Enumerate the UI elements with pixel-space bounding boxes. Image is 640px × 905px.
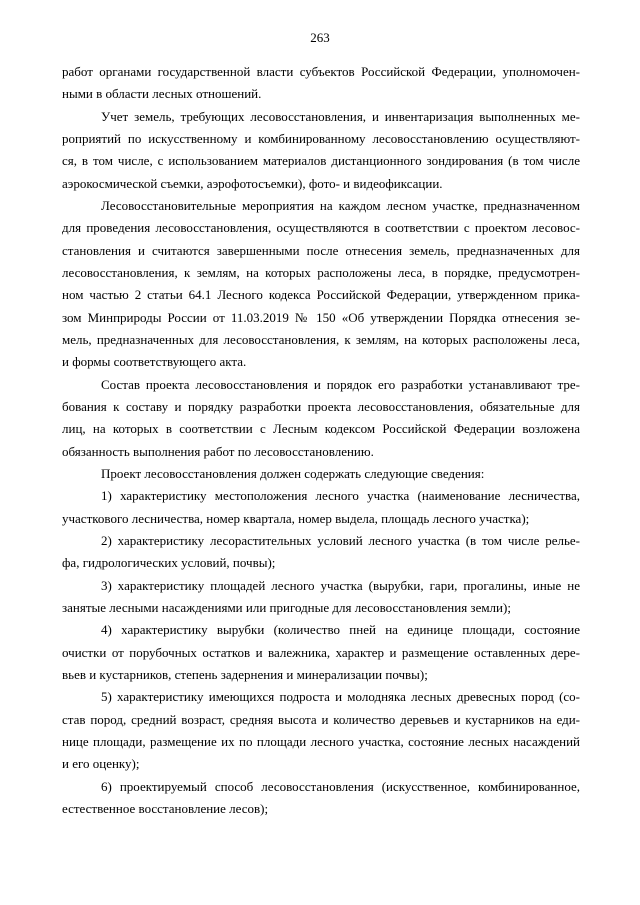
document-body <box>62 61 580 820</box>
text-line: лиц, на которых в соответствии с Лесным кодексом Российской Федерации возложена <box>62 421 580 437</box>
text-line: вьев и кустарников, степень задернения и минерализации почвы); <box>62 666 428 682</box>
list-item <box>62 485 580 530</box>
paragraph <box>62 61 580 106</box>
text-line: 3) характеристику площадей лесного участка (вырубки, гари, прогалины, иные не <box>101 577 580 593</box>
list-item <box>62 686 580 775</box>
text-line: лесовосстановления, к землям, на которых расположены леса, в порядке, предусмотрен- <box>62 264 580 280</box>
text-line: работ органами государственной власти субъектов Российской Федерации, уполномочен- <box>62 64 580 79</box>
text-line: и его оценку); <box>62 756 140 772</box>
text-line: 5) характеристику имеющихся подроста и молодняка лесных древесных пород (со- <box>101 689 580 705</box>
paragraph <box>62 374 580 463</box>
text-line: 4) характеристику вырубки (количество пней на единице площади, состояние <box>101 622 580 638</box>
text-line: став пород, средний возраст, средняя высота и количество деревьев и кустарников на еди- <box>62 711 580 727</box>
text-line: занятые лесными насаждениями или пригодные для лесовосстановления земли); <box>62 599 511 615</box>
text-line: и формы соответствующего акта. <box>62 354 247 370</box>
text-line: становления и считаются завершенными после отнесения земель, предназначенных для <box>62 242 580 258</box>
text-line: нице площади, размещение их по площади лесного участка, состояние лесных насаждений <box>62 733 580 749</box>
text-line: Состав проекта лесовосстановления и порядок его разработки устанавливают тре- <box>101 376 580 392</box>
list-item <box>62 776 580 821</box>
page-number: 263 <box>310 30 330 45</box>
text-line: мель, предназначенных для лесовосстановления, к землям, на которых расположены леса, <box>62 331 580 347</box>
text-line: аэрокосмической съемки, аэрофотосъемки), фото- и видеофиксации. <box>62 175 443 191</box>
list-item <box>62 575 580 620</box>
list-item <box>62 619 580 686</box>
text-line: очистки от порубочных остатков и валежника, характер и размещение оставленных дере- <box>62 644 580 660</box>
text-line: фа, гидрологических условий, почвы); <box>62 555 276 571</box>
text-line: ном частью 2 статьи 64.1 Лесного кодекса Российской Федерации, утвержденном прика- <box>62 287 580 303</box>
text-line: естественное восстановление лесов); <box>62 800 269 816</box>
text-line: роприятий по искусственному и комбинированному лесовосстановлению осуществляют- <box>62 130 580 146</box>
paragraph <box>62 463 580 485</box>
text-line: Учет земель, требующих лесовосстановления, и инвентаризация выполненных ме- <box>101 108 580 124</box>
list-item <box>62 530 580 575</box>
text-line: Проект лесовосстановления должен содержать следующие сведения: <box>101 465 485 481</box>
text-line: 1) характеристику местоположения лесного участка (наименование лесничества, <box>101 488 580 504</box>
text-line: зом Минприроды России от 11.03.2019 № 150 «Об утверждении Порядка отнесения зе- <box>62 309 580 325</box>
text-line: Лесовосстановительные мероприятия на каждом лесном участке, предназначенном <box>101 197 580 213</box>
text-line: 2) характеристику лесорастительных условий лесного участка (в том числе релье- <box>101 532 580 548</box>
text-line: для проведения лесовосстановления, осуществляются в соответствии с проектом лесовос- <box>62 220 580 236</box>
text-line: ся, в том числе, с использованием материалов дистанционного зондирования (в том числе <box>62 153 580 169</box>
paragraph <box>62 195 580 374</box>
text-line: обязанность выполнения работ по лесовосстановлению. <box>62 443 374 459</box>
text-line: бования к составу и порядку разработки проекта лесовосстановления, обязательные для <box>62 398 580 414</box>
text-line: ными в области лесных отношений. <box>62 86 262 102</box>
text-line: участкового лесничества, номер квартала, номер выдела, площадь лесного участка); <box>62 510 530 526</box>
paragraph <box>62 106 580 195</box>
text-line: 6) проектируемый способ лесовосстановления (искусственное, комбинированное, <box>101 778 580 794</box>
